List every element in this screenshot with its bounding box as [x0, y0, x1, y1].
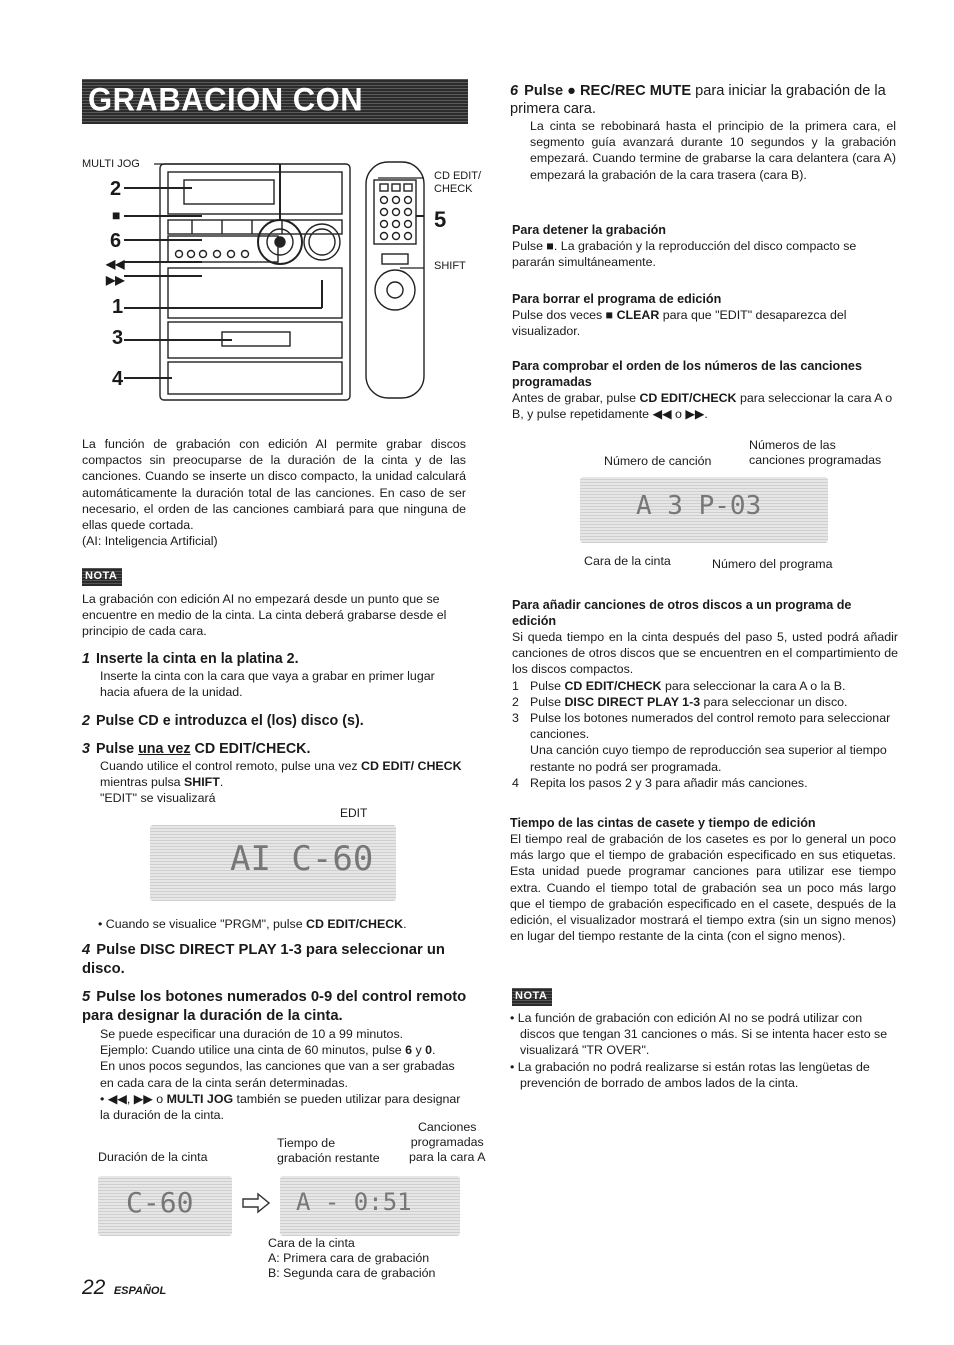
- step-6: [510, 82, 896, 183]
- step-3-body2: "EDIT" se visualizará: [100, 791, 216, 806]
- step-5-body2d: 0: [425, 1043, 433, 1058]
- detener-section: [512, 222, 896, 270]
- lcd-time-text: A - 0:51: [296, 1188, 412, 1216]
- step-2-title: Pulse CD e introduzca el (los) disco (s).: [95, 713, 364, 729]
- step-6-heading: [510, 82, 896, 118]
- nota-1: [82, 591, 466, 640]
- shift-label: SHIFT: [434, 260, 466, 272]
- comprobar-body-b: CD EDIT/CHECK: [639, 391, 737, 405]
- lcd-check-text: A 3 P-03: [636, 491, 762, 521]
- step-1-body: Inserte la cinta con la cara que vaya a grabar en primer lugar hacia afuera de la unidad.: [100, 669, 435, 700]
- borrar-body-a: Pulse dos veces ■: [512, 308, 617, 322]
- detener-title: Para detener la grabación: [512, 223, 666, 237]
- step-5-body3: En unos pocos segundos, las canciones que van a ser grabadas en cada cara de la cinta serán determinadas.: [100, 1059, 455, 1090]
- step-5-body4a: • ◀◀, ▶▶ o: [100, 1091, 167, 1106]
- lbl-numero-programa: Número del programa: [712, 557, 833, 571]
- diagram-num-4: 4: [112, 368, 124, 390]
- lbl-numero-cancion: Número de canción: [604, 454, 712, 468]
- nota-badge-2: [512, 988, 552, 1006]
- step-6-title-a: Pulse ●: [524, 83, 580, 99]
- step-2-number: 2: [82, 713, 90, 729]
- anadir-item-2: [512, 694, 898, 710]
- section-title: GRABACION CON EDICION AI: [88, 81, 364, 156]
- step-4: [82, 941, 468, 979]
- step-6-title-b: REC/REC MUTE: [580, 83, 692, 99]
- anadir-item-1: [512, 678, 898, 694]
- edit-label: EDIT: [340, 806, 368, 820]
- anadir-list: [512, 678, 898, 791]
- anadir-item-1-b: CD EDIT/CHECK: [564, 678, 662, 693]
- step-3-body-c: mientras pulsa: [100, 775, 185, 790]
- anadir-item-3-a: Pulse los botones numerados del control remoto para seleccionar canciones.: [530, 711, 891, 742]
- lbl-numeros-programadas: Números de las canciones programadas: [749, 438, 882, 467]
- anadir-item-4-num: 4: [512, 775, 519, 790]
- step-3-body-e: .: [219, 775, 224, 790]
- step-2-heading: [82, 712, 466, 730]
- anadir-item-1-c: para seleccionar la cara A o la B.: [661, 678, 846, 693]
- step-3-title-underline: una vez: [138, 741, 191, 757]
- diagram-num-2: 2: [110, 178, 122, 200]
- left-column: [82, 436, 466, 549]
- anadir-item-2-a: Pulse: [530, 694, 565, 709]
- caption-a: A: Primera cara de grabación: [268, 1251, 430, 1265]
- caption-b: B: Segunda cara de grabación: [268, 1266, 436, 1280]
- step-3-bullet-b: CD EDIT/CHECK: [306, 917, 404, 931]
- step-3-bullet-c: .: [403, 917, 407, 931]
- step-4-number: 4: [82, 942, 91, 958]
- page-language: ESPAÑOL: [113, 1285, 167, 1297]
- tiempo-section: [510, 815, 896, 944]
- diagram-num-6: 6: [110, 230, 122, 252]
- step-3-title-b: CD EDIT/CHECK.: [190, 741, 311, 757]
- fig-captions: [268, 1236, 435, 1281]
- borrar-body-b: CLEAR: [616, 308, 660, 322]
- step-6-number: 6: [510, 83, 519, 99]
- step-4-title: Pulse DISC DIRECT PLAY 1-3 para seleccionar un disco.: [82, 942, 445, 977]
- step-5-body2c: y: [412, 1043, 426, 1058]
- step-5-title: Pulse los botones numerados 0-9 del control remoto para designar la duración de la cinta.: [82, 989, 467, 1024]
- lcd-display-edit: [150, 825, 396, 901]
- anadir-item-1-num: 1: [512, 678, 519, 693]
- anadir-body: Si queda tiempo en la cinta después del paso 5, usted podrá añadir canciones de otros discos que se encuentren en el compartimiento de los discos compactos.: [512, 630, 898, 677]
- detener-body: Pulse ■. La grabación y la reproducción del disco compacto se pararán simultáneamente.: [512, 239, 857, 270]
- step-5-body2a: Ejemplo: Cuando utilice una cinta de 60 minutos, pulse: [100, 1043, 406, 1058]
- step-3-body-a: Cuando utilice el control remoto, pulse una vez: [100, 759, 362, 773]
- step-5-body: [82, 1026, 468, 1123]
- intro-ai: (AI: Inteligencia Artificial): [82, 534, 218, 549]
- borrar-body: [512, 307, 896, 339]
- step-3-body-d: SHIFT: [184, 775, 220, 790]
- anadir-section: [512, 597, 898, 791]
- nota-badge-1: [82, 568, 122, 586]
- intro-text: La función de grabación con edición AI permite grabar discos compactos sin preocuparse de la duración de la cinta y de las canciones. Cuando se inserte un disco compacto, la unidad calculará automáticamente la duración total de las canciones. En caso de ser necesario, el orden de las canciones cambiará para que ninguna de ellas quede cortada.: [82, 437, 466, 533]
- step-5-body4c: también se pueden utilizar para designar la duración de la cinta.: [100, 1091, 461, 1123]
- step-6-body: La cinta se rebobinará hasta el principio de la primera cara, el segmento guía avanzará durante 10 segundos y la grabación empezará. Cuando termine de grabarse la cara delantera (cara A) empezará la grabación de la cara trasera (cara B).: [530, 119, 896, 182]
- lbl-cara-cinta: Cara de la cinta: [584, 554, 671, 568]
- anadir-item-3-num: 3: [512, 711, 519, 726]
- anadir-title: Para añadir canciones de otros discos a un programa de edición: [512, 598, 852, 628]
- diagram-rew: ◀◀: [106, 257, 125, 271]
- anadir-item-4: [512, 775, 898, 791]
- lcd-edit-text: AI C-60: [230, 839, 374, 879]
- step-5-body2e: .: [432, 1043, 436, 1058]
- step-1-title: Inserte la cinta en la platina 2.: [95, 651, 299, 667]
- fig-label-tiempo: Tiempo de grabación restante: [277, 1136, 380, 1165]
- step-3: [82, 740, 466, 807]
- borrar-body-c: para que "EDIT" desaparezca del visualizador.: [512, 308, 847, 339]
- step-6-title-c: para iniciar la grabación de la primera cara.: [510, 83, 886, 117]
- step-3-bullet-a: • Cuando se visualice "PRGM", pulse: [98, 917, 307, 931]
- comprobar-body-c: para seleccionar la cara A o B, y pulse repetidamente ◀◀ o ▶▶.: [512, 391, 893, 422]
- nota-label-1: NOTA: [85, 570, 118, 582]
- comprobar-body: [512, 390, 898, 422]
- nota-2: [510, 1010, 896, 1091]
- arrow-right-icon: [242, 1192, 270, 1219]
- step-5-body2: [100, 1042, 468, 1058]
- anadir-item-2-num: 2: [512, 694, 519, 709]
- diagram-num-1: 1: [112, 296, 124, 318]
- step-5-body2b: 6: [405, 1043, 413, 1058]
- step-3-heading: [82, 740, 466, 758]
- fig-label-canciones: Canciones programadas para la cara A: [409, 1120, 486, 1164]
- caption-cara: Cara de la cinta: [268, 1236, 355, 1250]
- section-title-bar: [82, 79, 468, 156]
- step-5: [82, 988, 468, 1123]
- step-3-number: 3: [82, 741, 90, 757]
- multi-jog-label: MULTI JOG: [82, 158, 140, 170]
- anadir-item-3-note: Una canción cuyo tiempo de reproducción sea superior al tiempo restante no podrá ser programada.: [530, 743, 887, 774]
- nota-2-item-2: • La grabación no podrá realizarse si están rotas las lengüetas de prevención de borrado de ambos lados de la cinta.: [510, 1059, 870, 1090]
- anadir-item-1-a: Pulse: [530, 678, 565, 693]
- step-3-body: [82, 758, 466, 790]
- tiempo-title: Tiempo de las cintas de casete y tiempo de edición: [510, 816, 816, 830]
- borrar-title: Para borrar el programa de edición: [512, 292, 722, 306]
- borrar-section: [512, 291, 896, 339]
- page-footer: [82, 1276, 166, 1300]
- tiempo-body: El tiempo real de grabación de los casetes es por lo general un poco más largo que el tiempo de grabación especificado en sus etiquetas. Esta unidad puede programar canciones para utilizar ese tiempo extra. Cuando el tiempo total de grabación sea un poco más largo que el tiempo de grabación especificado en el casete, después de la edición, el visualizador mostrará el tiempo extra (sin un signo menos) en lugar del tiempo restante de la cinta (con el signo menos).: [510, 832, 896, 944]
- page-number: 22: [82, 1276, 106, 1299]
- step-3-title-a: Pulse: [95, 741, 139, 757]
- step-2: [82, 712, 466, 730]
- step-5-body1: Se puede especificar una duración de 10 a 99 minutos.: [100, 1027, 404, 1041]
- anadir-item-2-b: DISC DIRECT PLAY 1-3: [564, 694, 701, 709]
- anadir-item-4-a: Repita los pasos 2 y 3 para añadir más canciones.: [530, 775, 808, 790]
- fig-label-duracion: Duración de la cinta: [98, 1150, 208, 1164]
- lcd-display-c60: [98, 1176, 232, 1236]
- diagram-stop: ■: [112, 207, 121, 223]
- anadir-item-3: [512, 710, 898, 775]
- step-3-body-b: CD EDIT/ CHECK: [361, 759, 462, 773]
- comprobar-title: Para comprobar el orden de los números de las canciones programadas: [512, 359, 862, 389]
- diagram-num-3: 3: [112, 327, 124, 349]
- step-1: [82, 650, 466, 700]
- lcd-display-check: [580, 477, 828, 543]
- step-1-heading: [82, 650, 466, 668]
- nota-1-text: La grabación con edición AI no empezará desde un punto que se encuentre en medio de la cinta. La cinta deberá grabarse desde el principio de cada cara.: [82, 592, 447, 639]
- comprobar-body-a: Antes de grabar, pulse: [512, 391, 640, 405]
- step-3-bullet: [98, 916, 468, 932]
- cd-edit-check-label: CD EDIT/ CHECK: [434, 170, 482, 195]
- step-5-body4b: MULTI JOG: [166, 1091, 234, 1106]
- lcd-display-time: [280, 1176, 460, 1236]
- nota-2-item-1: • La función de grabación con edición AI no se podrá utilizar con discos que tengan 31 canciones o más. Si se intenta hacer esto se visualizará "TR OVER".: [510, 1011, 888, 1058]
- step-5-number: 5: [82, 989, 91, 1005]
- lcd-c60-text: C-60: [126, 1186, 194, 1219]
- anadir-item-2-c: para seleccionar un disco.: [700, 694, 848, 709]
- comprobar-section: [512, 358, 898, 422]
- nota-label-2: NOTA: [515, 990, 548, 1002]
- step-1-number: 1: [82, 651, 90, 667]
- device-diagram: [82, 150, 482, 410]
- diagram-ff: ▶▶: [106, 273, 125, 287]
- stereo-illustration: [82, 150, 482, 410]
- diagram-num-5: 5: [434, 207, 447, 232]
- step-4-heading: [82, 941, 468, 979]
- step-5-heading: [82, 988, 468, 1026]
- step-5-body4: [100, 1091, 468, 1123]
